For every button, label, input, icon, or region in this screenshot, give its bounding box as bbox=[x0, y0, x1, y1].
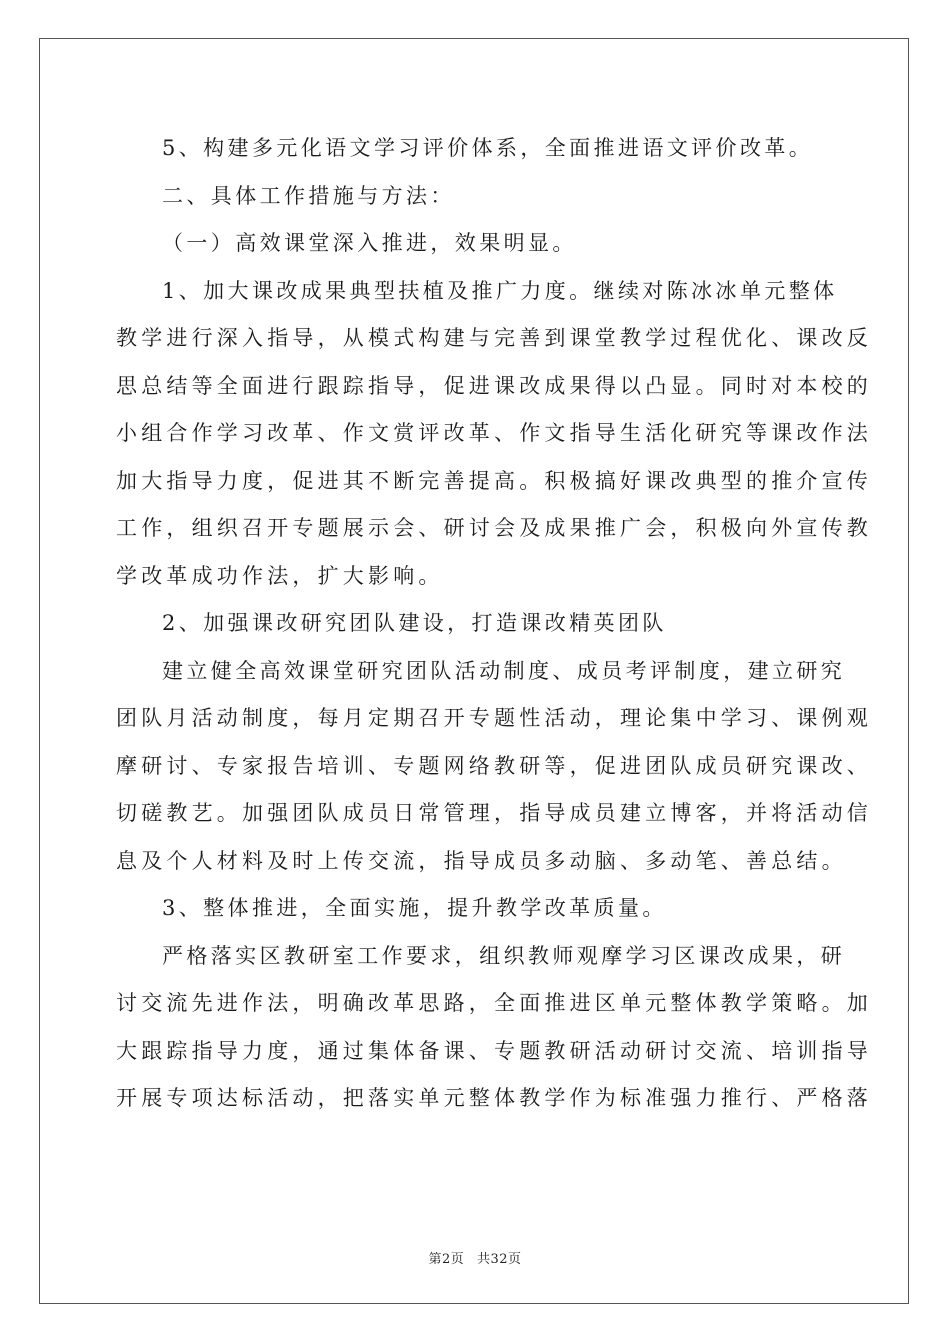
text-line: 5、构建多元化语文学习评价体系，全面推进语文评价改革。 bbox=[162, 136, 814, 160]
text-line: 团队月活动制度，每月定期召开专题性活动，理论集中学习、课例观 bbox=[116, 706, 872, 730]
text-line: 息及个人材料及时上传交流，指导成员多动脑、多动笔、善总结。 bbox=[116, 848, 847, 873]
text-line: 建立健全高效课堂研究团队活动制度、成员考评制度，建立研究 bbox=[162, 658, 846, 683]
text-line: 3、整体推进，全面实施，提升教学改革质量。 bbox=[162, 896, 667, 920]
text-line: 学改革成功作法，扩大影响。 bbox=[116, 563, 444, 588]
page-number: 第2页 bbox=[428, 1252, 465, 1267]
text-line: 二、具体工作措施与方法： bbox=[162, 183, 455, 208]
page-total: 共32页 bbox=[476, 1252, 522, 1267]
text-line: 思总结等全面进行跟踪指导，促进课改成果得以凸显。同时对本校的 bbox=[116, 373, 872, 398]
text-line: 摩研讨、专家报告培训、专题网络教研等，促进团队成员研究课改、 bbox=[116, 753, 872, 778]
text-line: 小组合作学习改革、作文赏评改革、作文指导生活化研究等课改作法 bbox=[116, 421, 872, 445]
text-line: 讨交流先进作法，明确改革思路，全面推进区单元整体教学策略。加 bbox=[116, 991, 872, 1015]
text-line: 1、加大课改成果典型扶植及推广力度。继续对陈冰冰单元整体 bbox=[162, 278, 838, 303]
text-line: 大跟踪指导力度，通过集体备课、专题教研活动研讨交流、培训指导 bbox=[116, 1038, 872, 1063]
document-body bbox=[116, 125, 872, 1123]
text-line: 加大指导力度，促进其不断完善提高。积极搞好课改典型的推介宣传 bbox=[116, 468, 872, 493]
text-line: 切磋教艺。加强团队成员日常管理，指导成员建立博客，并将活动信 bbox=[116, 801, 872, 825]
text-line: （一）高效课堂深入推进，效果明显。 bbox=[162, 231, 577, 255]
text-line: 2、加强课改研究团队建设，打造课改精英团队 bbox=[162, 611, 667, 635]
text-line: 教学进行深入指导，从模式构建与完善到课堂教学过程优化、课改反 bbox=[116, 326, 872, 350]
text-line: 开展专项达标活动，把落实单元整体教学作为标准强力推行、严格落 bbox=[116, 1086, 872, 1110]
text-line: 工作，组织召开专题展示会、研讨会及成果推广会，积极向外宣传教 bbox=[116, 516, 872, 540]
page-footer bbox=[0, 1248, 950, 1267]
text-line: 严格落实区教研室工作要求，组织教师观摩学习区课改成果，研 bbox=[162, 943, 846, 968]
